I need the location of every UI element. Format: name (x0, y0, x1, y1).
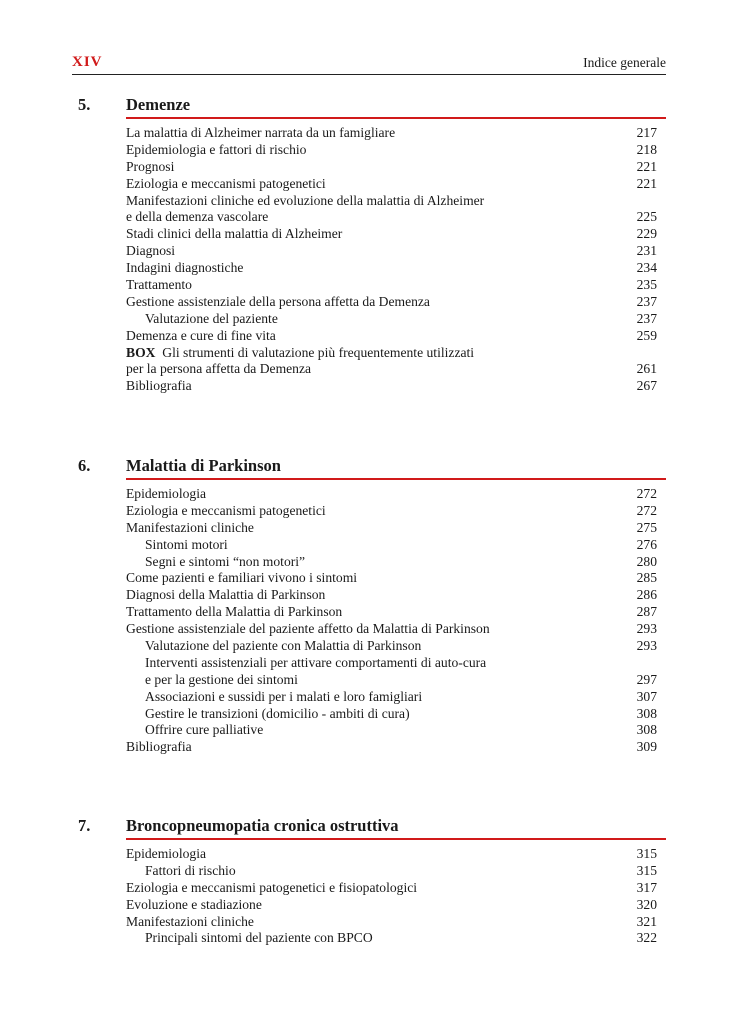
toc-entry-page: 261 (636, 361, 657, 377)
toc-entry (126, 930, 666, 947)
toc-entry (126, 739, 666, 756)
toc-entry (126, 503, 666, 520)
toc-entry-label: Sintomi motori (145, 536, 228, 552)
toc-entry-page: 315 (636, 862, 657, 878)
running-title: Indice generale (583, 55, 666, 70)
toc-entry-label: Bibliografia (126, 378, 192, 394)
chapter-heading (72, 816, 666, 842)
page-header (72, 52, 666, 75)
toc-entry (126, 328, 666, 345)
toc-entry (126, 655, 666, 672)
toc-entry-label: Gestione assistenziale della persona affetta da Demenza (126, 293, 430, 309)
toc-entry-page: 272 (636, 502, 657, 518)
toc-entries (126, 125, 666, 395)
toc-entry (126, 361, 666, 378)
chapter-heading (72, 456, 666, 482)
toc-entry (126, 706, 666, 723)
toc-entry-page: 308 (636, 722, 657, 738)
toc-entry-label: Valutazione del paziente con Malattia di Parkinson (145, 638, 422, 654)
toc-entry-page: 307 (636, 688, 657, 704)
toc-entry (126, 863, 666, 880)
toc-entry (126, 209, 666, 226)
chapter-title: Malattia di Parkinson (126, 456, 281, 475)
toc-entry-page: 320 (636, 896, 657, 912)
toc-entry (126, 570, 666, 587)
toc-entry (126, 486, 666, 503)
toc-entry (126, 689, 666, 706)
toc-entry-page: 221 (636, 158, 657, 174)
chapter-rule (126, 838, 666, 840)
toc-entry (126, 294, 666, 311)
page-number: XIV (72, 54, 103, 70)
toc-entry-page: 237 (636, 293, 657, 309)
box-title: Gli strumenti di valutazione più frequentemente utilizzati (162, 344, 475, 360)
toc-entry-label: Offrire cure palliative (145, 722, 264, 738)
toc-entry (126, 914, 666, 931)
toc-entry-label: Gestione assistenziale del paziente affetto da Malattia di Parkinson (126, 621, 490, 637)
toc-entry-label: Eziologia e meccanismi patogenetici e fisiopatologici (126, 879, 418, 895)
toc-entry-page: 317 (636, 879, 657, 895)
toc-entry-page: 287 (636, 604, 657, 620)
toc-entry-page: 217 (636, 125, 657, 140)
toc-entry-label: e della demenza vascolare (126, 209, 269, 225)
toc-entry (126, 125, 666, 142)
toc-entries (126, 846, 666, 947)
toc-entry (126, 638, 666, 655)
toc-entry-page: 267 (636, 378, 657, 394)
toc-entry (126, 621, 666, 638)
toc-entry (126, 277, 666, 294)
toc-entry-page: 308 (636, 705, 657, 721)
toc-entry-page: 293 (636, 621, 657, 637)
toc-entry-page: 229 (636, 226, 657, 242)
chapter-7 (72, 816, 666, 947)
toc-entry (126, 587, 666, 604)
toc-entry-label: Trattamento (126, 277, 192, 293)
toc-entry-label: Manifestazioni cliniche ed evoluzione della malattia di Alzheimer (126, 192, 485, 208)
toc-entry-label: Eziologia e meccanismi patogenetici (126, 175, 326, 191)
chapter-rule (126, 478, 666, 480)
toc-entry-label (126, 345, 474, 360)
chapter-rule (126, 117, 666, 119)
toc-entry (126, 880, 666, 897)
toc-entry (126, 672, 666, 689)
toc-entries (126, 486, 666, 756)
toc-entry-page: 321 (636, 913, 657, 929)
toc-entry-label: Manifestazioni cliniche (126, 913, 254, 929)
toc-entry (126, 176, 666, 193)
toc-entry-page: 315 (636, 846, 657, 861)
chapter-title: Broncopneumopatia cronica ostruttiva (126, 816, 399, 835)
toc-entry-label: Principali sintomi del paziente con BPCO (145, 930, 373, 946)
toc-entry-page: 237 (636, 310, 657, 326)
toc-entry-page: 225 (636, 209, 657, 225)
toc-entry (126, 260, 666, 277)
toc-entry-label: Bibliografia (126, 739, 192, 755)
chapter-number: 6. (78, 456, 91, 475)
toc-entry-page: 221 (636, 175, 657, 191)
toc-entry-page: 285 (636, 570, 657, 586)
toc-entry-page: 231 (636, 243, 657, 259)
toc-entry-label: Fattori di rischio (145, 862, 236, 878)
toc-entry-page: 293 (636, 638, 657, 654)
toc-entry-label: Trattamento della Malattia di Parkinson (126, 604, 343, 620)
toc-entry-label: Evoluzione e stadiazione (126, 896, 262, 912)
toc-entry-page: 235 (636, 277, 657, 293)
toc-entry-page: 309 (636, 739, 657, 755)
toc-entry (126, 378, 666, 395)
toc-entry-page: 218 (636, 141, 657, 157)
toc-entry-label: Manifestazioni cliniche (126, 519, 254, 535)
toc-entry (126, 846, 666, 863)
chapter-heading (72, 95, 666, 121)
toc-entry-page: 322 (636, 930, 657, 946)
toc-entry (126, 537, 666, 554)
toc-entry-label: Come pazienti e familiari vivono i sintomi (126, 570, 358, 586)
toc-entry-page: 280 (636, 553, 657, 569)
toc-entry-label: Eziologia e meccanismi patogenetici (126, 502, 326, 518)
chapter-number: 5. (78, 95, 91, 114)
toc-entry-label: per la persona affetta da Demenza (126, 361, 312, 377)
toc-entry-label: Prognosi (126, 158, 175, 174)
toc-entry-page: 259 (636, 327, 657, 343)
toc-entry (126, 554, 666, 571)
toc-entry (126, 722, 666, 739)
toc-entry-page: 272 (636, 486, 657, 501)
toc-entry-label: Diagnosi della Malattia di Parkinson (126, 587, 326, 603)
toc-entry-label: e per la gestione dei sintomi (145, 671, 298, 687)
toc-entry (126, 604, 666, 621)
toc-entry (126, 520, 666, 537)
chapter-6 (72, 456, 666, 756)
toc-entry-label: Epidemiologia (126, 486, 207, 501)
toc-entry-label: Diagnosi (126, 243, 176, 259)
toc-entry-label: Epidemiologia e fattori di rischio (126, 141, 307, 157)
toc-entry-label: Gestire le transizioni (domicilio - ambiti di cura) (145, 705, 410, 721)
toc-entry-label: Associazioni e sussidi per i malati e loro famigliari (145, 688, 423, 704)
chapter-title: Demenze (126, 95, 191, 114)
toc-entry (126, 897, 666, 914)
toc-entry-label: La malattia di Alzheimer narrata da un famigliare (126, 125, 396, 140)
toc-entry (126, 243, 666, 260)
toc-entry-page: 275 (636, 519, 657, 535)
toc-entry-page: 297 (636, 671, 657, 687)
toc-entry-label: Demenza e cure di fine vita (126, 327, 276, 343)
toc-entry-label: Valutazione del paziente (145, 310, 278, 326)
toc-entry (126, 345, 666, 362)
toc-entry-label: Segni e sintomi “non motori” (145, 553, 306, 569)
toc-entry-page: 286 (636, 587, 657, 603)
chapter-5 (72, 95, 666, 395)
toc-entry-label: Epidemiologia (126, 846, 207, 861)
box-keyword: BOX (126, 344, 156, 360)
toc-entry (126, 159, 666, 176)
toc-entry-page: 276 (636, 536, 657, 552)
toc-entry (126, 226, 666, 243)
toc-entry-page: 234 (636, 260, 657, 276)
toc-entry-label: Interventi assistenziali per attivare comportamenti di auto-cura (145, 654, 487, 670)
toc-entry (126, 311, 666, 328)
toc-entry-label: Indagini diagnostiche (126, 260, 244, 276)
toc-entry (126, 193, 666, 210)
chapter-number: 7. (78, 816, 91, 835)
toc-entry (126, 142, 666, 159)
toc-entry-label: Stadi clinici della malattia di Alzheimer (126, 226, 343, 242)
